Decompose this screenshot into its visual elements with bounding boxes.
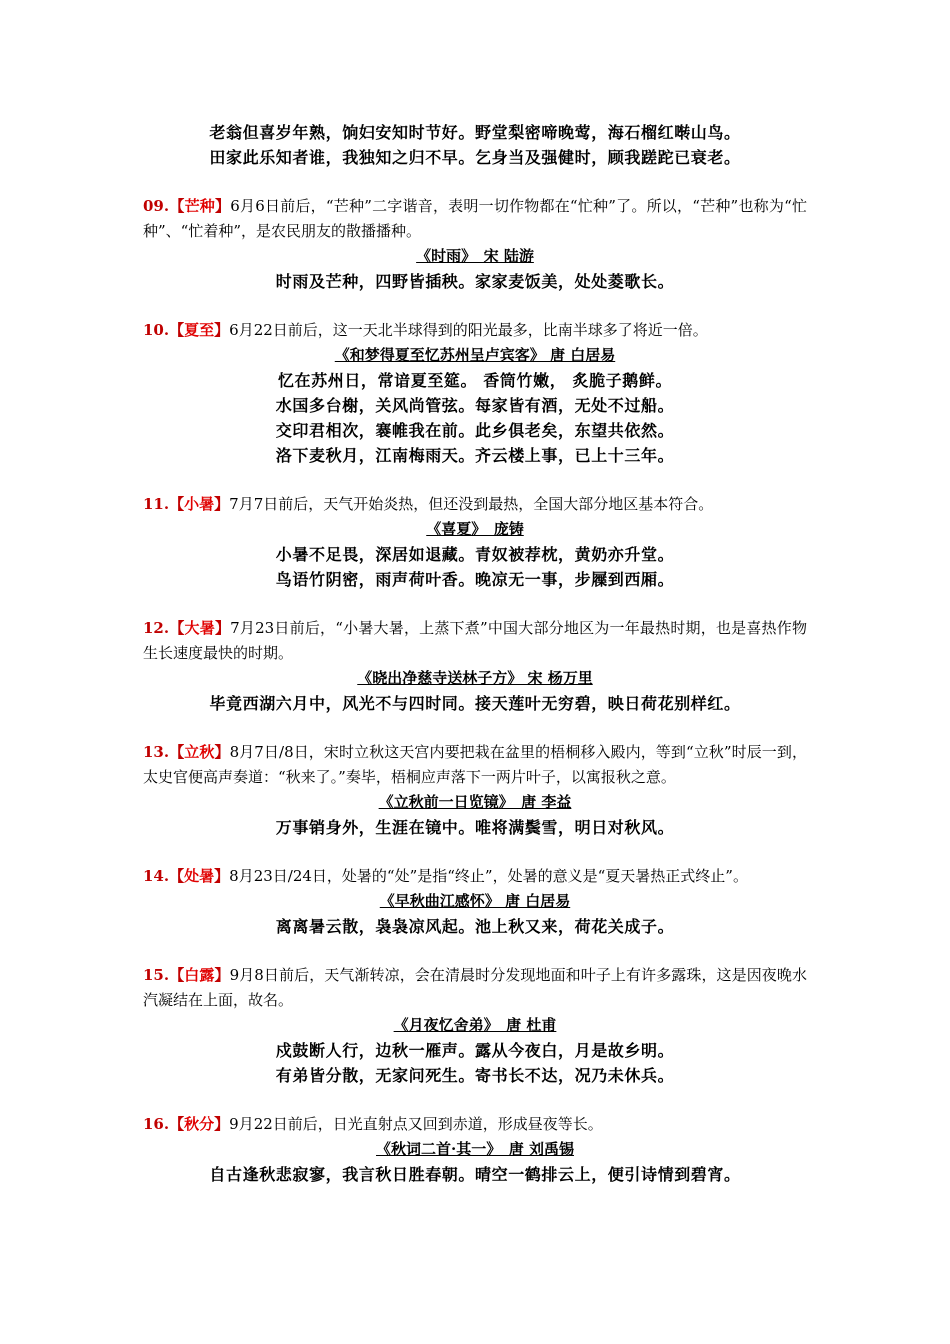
term-name: 处暑 bbox=[184, 867, 215, 885]
poem-line: 洛下麦秋月，江南梅雨天。齐云楼上事，已上十三年。 bbox=[275, 446, 675, 465]
poem-title-text: 《晓出净慈寺送林子方》 宋 杨万里 bbox=[357, 669, 593, 687]
term-name: 芒种 bbox=[184, 197, 216, 215]
poem-line: 离离暑云散，袅袅凉风起。池上秋又来，荷花关成子。 bbox=[275, 917, 675, 936]
poem-title-text: 《月夜忆舍弟》 唐 杜甫 bbox=[393, 1016, 557, 1034]
poem-line: 时雨及芒种，四野皆插秧。家家麦饭美，处处菱歌长。 bbox=[275, 272, 675, 291]
top-poem bbox=[143, 120, 807, 170]
solar-term-section bbox=[143, 194, 807, 294]
solar-term-section bbox=[143, 318, 807, 468]
solar-term-section bbox=[143, 1112, 807, 1187]
left-bracket: 【 bbox=[169, 197, 185, 215]
solar-term-section bbox=[143, 740, 807, 840]
poem-title-text: 《立秋前一日览镜》 唐 李益 bbox=[378, 793, 572, 811]
left-bracket: 【 bbox=[169, 867, 185, 885]
solar-term-section bbox=[143, 492, 807, 592]
poem-title-text: 《秋词二首·其一》 唐 刘禹锡 bbox=[376, 1140, 574, 1158]
term-intro bbox=[143, 492, 807, 517]
poem-title bbox=[143, 244, 807, 269]
term-number: 16. bbox=[143, 1115, 170, 1133]
poem-title-text: 《和梦得夏至忆苏州呈卢宾客》 唐 白居易 bbox=[334, 346, 616, 364]
poem-line: 鸟语竹阴密，雨声荷叶香。晚凉无一事，步屧到西厢。 bbox=[275, 570, 675, 589]
term-name: 立秋 bbox=[184, 743, 215, 761]
poem-line: 小暑不足畏，深居如退藏。青奴被荐枕，黄奶亦升堂。 bbox=[275, 545, 675, 564]
left-bracket: 【 bbox=[169, 743, 185, 761]
poem-line: 老翁但喜岁年熟，饷妇安知时节好。野堂梨密啼晚莺，海石榴红啭山鸟。 bbox=[209, 123, 741, 142]
term-intro bbox=[143, 318, 807, 343]
right-bracket: 】 bbox=[214, 867, 230, 885]
document-page bbox=[143, 120, 807, 1211]
term-number: 09. bbox=[143, 197, 170, 215]
term-number: 13. bbox=[143, 743, 170, 761]
term-intro bbox=[143, 864, 807, 889]
term-number: 15. bbox=[143, 966, 170, 984]
solar-term-section bbox=[143, 616, 807, 716]
term-intro bbox=[143, 740, 807, 790]
poem-title-text: 《早秋曲江感怀》 唐 白居易 bbox=[379, 892, 571, 910]
term-name: 夏至 bbox=[184, 321, 215, 339]
term-intro bbox=[143, 194, 807, 244]
term-name: 小暑 bbox=[184, 495, 215, 513]
term-description: 7月23日前后，“小暑大暑，上蒸下煮”中国大部分地区为一年最热时期，也是喜热作物生长速度最快的时期。 bbox=[143, 619, 807, 662]
term-description: 6月6日前后，“芒种”二字谐音，表明一切作物都在“忙种”了。所以，“芒种”也称为“忙种”、“忙着种”，是农民朋友的散播播种。 bbox=[143, 197, 807, 240]
term-name: 白露 bbox=[184, 966, 215, 984]
term-name: 大暑 bbox=[184, 619, 215, 637]
term-description: 6月22日前后，这一天北半球得到的阳光最多，比南半球多了将近一倍。 bbox=[229, 321, 708, 339]
term-number: 14. bbox=[143, 867, 170, 885]
poem-title bbox=[143, 343, 807, 368]
solar-term-section bbox=[143, 963, 807, 1088]
poem-title bbox=[143, 790, 807, 815]
right-bracket: 】 bbox=[214, 743, 230, 761]
poem-title bbox=[143, 1013, 807, 1038]
left-bracket: 【 bbox=[169, 321, 185, 339]
term-number: 10. bbox=[143, 321, 170, 339]
right-bracket: 】 bbox=[214, 1115, 230, 1133]
solar-term-section bbox=[143, 864, 807, 939]
poem-line: 毕竟西湖六月中，风光不与四时同。接天莲叶无穷碧，映日荷花别样红。 bbox=[209, 694, 741, 713]
poem-line: 自古逢秋悲寂寥，我言秋日胜春朝。晴空一鹤排云上，便引诗情到碧宵。 bbox=[209, 1165, 741, 1184]
solar-term-sections bbox=[143, 194, 807, 1187]
left-bracket: 【 bbox=[169, 495, 185, 513]
term-intro bbox=[143, 1112, 807, 1137]
term-description: 8月7日/8日，宋时立秋这天宫内要把栽在盆里的梧桐移入殿内，等到“立秋”时辰一到，太史官便高声奏道：“秋来了。”奏毕，梧桐应声落下一两片叶子，以寓报秋之意。 bbox=[143, 743, 807, 786]
poem-line: 田家此乐知者谁，我独知之归不早。乞身当及强健时，顾我蹉跎已衰老。 bbox=[209, 148, 741, 167]
poem-title bbox=[143, 666, 807, 691]
right-bracket: 】 bbox=[215, 197, 231, 215]
term-description: 9月8日前后，天气渐转凉，会在清晨时分发现地面和叶子上有许多露珠，这是因夜晚水汽凝结在上面，故名。 bbox=[143, 966, 807, 1009]
right-bracket: 】 bbox=[214, 966, 230, 984]
term-description: 8月23日/24日，处暑的“处”是指“终止”，处暑的意义是“夏天暑热正式终止”。 bbox=[229, 867, 748, 885]
term-description: 7月7日前后，天气开始炎热，但还没到最热，全国大部分地区基本符合。 bbox=[229, 495, 714, 513]
poem-line: 忆在苏州日，常谙夏至筵。 香筒竹嫩， 炙脆子鹅鲜。 bbox=[277, 371, 673, 390]
left-bracket: 【 bbox=[169, 619, 185, 637]
poem-line: 有弟皆分散，无家问死生。寄书长不达，况乃未休兵。 bbox=[275, 1066, 675, 1085]
poem-title-text: 《时雨》 宋 陆游 bbox=[416, 247, 534, 265]
term-number: 12. bbox=[143, 619, 170, 637]
right-bracket: 】 bbox=[214, 619, 231, 637]
poem-title bbox=[143, 1137, 807, 1162]
term-number: 11. bbox=[143, 495, 170, 513]
poem-line: 水国多台榭，关风尚管弦。每家皆有酒，无处不过船。 bbox=[275, 396, 675, 415]
poem-line: 交印君相次，褰帷我在前。此乡俱老矣，东望共依然。 bbox=[275, 421, 675, 440]
poem-line: 万事销身外，生涯在镜中。唯将满鬓雪，明日对秋风。 bbox=[275, 818, 675, 837]
poem-title-text: 《喜夏》 庞铸 bbox=[426, 520, 524, 538]
left-bracket: 【 bbox=[169, 1115, 185, 1133]
term-intro bbox=[143, 616, 807, 666]
right-bracket: 】 bbox=[214, 321, 230, 339]
poem-line: 戍鼓断人行，边秋一雁声。露从今夜白，月是故乡明。 bbox=[275, 1041, 675, 1060]
left-bracket: 【 bbox=[169, 966, 185, 984]
poem-title bbox=[143, 517, 807, 542]
poem-title bbox=[143, 889, 807, 914]
right-bracket: 】 bbox=[214, 495, 230, 513]
term-name: 秋分 bbox=[184, 1115, 215, 1133]
term-description: 9月22日前后，日光直射点又回到赤道，形成昼夜等长。 bbox=[229, 1115, 603, 1133]
term-intro bbox=[143, 963, 807, 1013]
